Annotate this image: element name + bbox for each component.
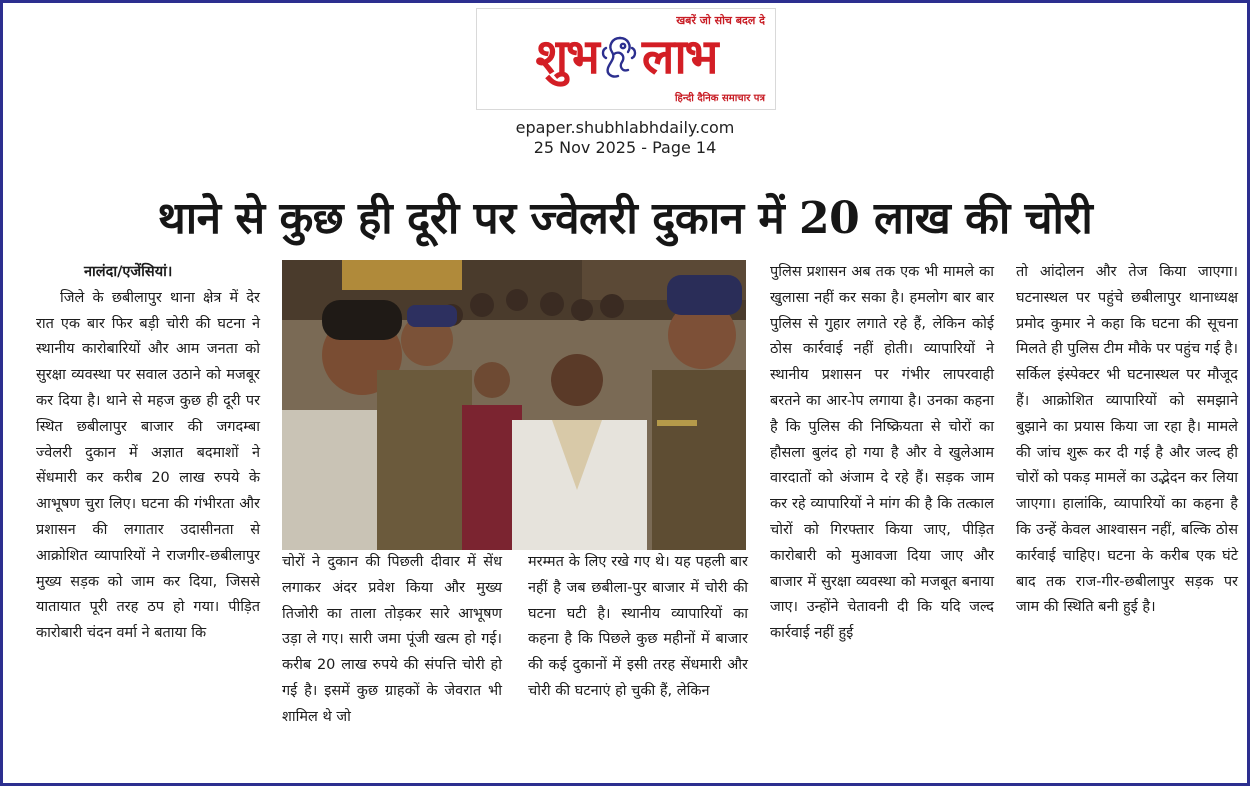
column-3-text: मरम्मत के लिए रखे गए थे। यह पहली बार नहीं है जब छबीला-पुर बाजार में चोरी की घटना घटी है। स्थानीय व्यापारियों का कहना है कि पिछले कुछ महीनों में बाजार की कई दुकानों में इसी तरह सेंधमारी और चोरी की घटनाएं हो चुकी हैं, लेकिन <box>528 554 748 699</box>
article-headline: थाने से कुछ ही दूरी पर ज्वेलरी दुकान में 20 लाख की चोरी <box>157 193 1093 244</box>
article-column-5 <box>1016 260 1238 621</box>
column-4-text: पुलिस प्रशासन अब तक एक भी मामले का खुलासा नहीं कर सका है। हमलोग बार बार पुलिस से गुहार लगाते रहे हैं, लेकिन कोई ठोस कार्रवाई नहीं होती। व्यापारियों ने स्थानीय प्रशासन पर गंभीर लापरवाही बरतने का आर-ोप लगाया है। उनका कहना है कि पुलिस की निष्क्रियता से चोरों का हौसला बुलंद हो गया है और वे खुलेआम वारदातों को अंजाम दे रहे हैं। सड़क जाम कर रहे व्यापारियों ने मांग की है कि तत्काल चोरों को गिरफ्तार किया जाए, पीड़ित कारोबारी को मुआवजा दिया जाए और बाजार में सुरक्षा व्यवस्था को मजबूत बनाया जाए। उन्होंने चेतावनी दी कि यदि जल्द कार्रवाई नहीं हुई <box>770 264 994 642</box>
masthead-subline: हिन्दी दैनिक समाचार पत्र <box>674 93 765 104</box>
column-5-text: तो आंदोलन और तेज किया जाएगा। घटनास्थल पर पहुंचे छबीलापुर थानाध्यक्ष प्रमोद कुमार ने कहा कि घटना की सूचना मिलते ही पुलिस टीम मौके पर पहुंच गई है। सर्किल इंस्पेक्टर भी घटनास्थल पर मौजूद हैं। आक्रोशित व्यापारियों को समझाने बुझाने का प्रयास किया जा रहा है। मामले की जांच शुरू कर दी गई है और जल्द ही चोरों को पकड़ मामलें का उद्भेदन कर लिया जाएगा। हालांकि, व्यापारियों का कहना है कि उन्हें केवल आश्वासन नहीं, बल्कि ठोस कार्रवाई चाहिए। घटना के करीब एक घंटे बाद तक राज-गीर-छबीलापुर सड़क पर जाम की स्थिति बनी हुई है। <box>1016 264 1238 616</box>
column-2-text: चोरों ने दुकान की पिछली दीवार में सेंध लगाकर अंदर प्रवेश किया और मुख्य तिजोरी का ताला तोड़कर सारे आभूषण उड़ा ले गए। सारी जमा पूंजी खत्म हो गई। करीब 20 लाख रुपये की संपत्ति चोरी हो गई है। इसमें कुछ ग्राहकों के जेवरात भी शामिल थे जो <box>282 554 502 725</box>
logo-word-right: लाभ <box>641 29 717 85</box>
article-column-1 <box>36 260 260 647</box>
article-column-4 <box>770 260 994 647</box>
dateline: नालंदा/एजेंसियां। <box>84 264 173 280</box>
logo-word-left: शुभ <box>535 29 598 85</box>
newspaper-masthead[interactable] <box>476 8 776 110</box>
ganesha-icon <box>600 32 640 82</box>
epaper-url[interactable]: epaper.shubhlabhdaily.com <box>515 118 735 137</box>
article-column-2 <box>282 550 502 731</box>
column-1-text: जिले के छबीलापुर थाना क्षेत्र में देर रात एक बार फिर बड़ी चोरी की घटना ने स्थानीय कारोबारियों और आम जनता को सुरक्षा व्यवस्था पर सवाल उठाने को मजबूर कर दिया है। थाने से महज कुछ ही दूरी पर स्थित छबीलापुर बाजार की जगदम्बा ज्वेलरी दुकान में अज्ञात बदमाशों ने सेंधमारी कर करीब 20 लाख रुपये के आभूषण चुरा लिए। घटना की गंभीरता और प्रशासन की लगातार उदासीनता से आक्रोशित व्यापारियों ने राजगीर-छबीलापुर मुख्य सड़क को जाम कर दिया, जिससे यातायात पूरी तरह ठप हो गया। पीड़ित कारोबारी चंदन वर्मा ने बताया कि <box>36 289 260 642</box>
article-column-3 <box>528 550 748 705</box>
news-photo <box>282 260 746 550</box>
masthead-tagline: खबरें जो सोच बदल दे <box>676 14 765 27</box>
edition-date-page: 25 Nov 2025 - Page 14 <box>533 138 717 157</box>
newspaper-logo <box>483 25 769 89</box>
